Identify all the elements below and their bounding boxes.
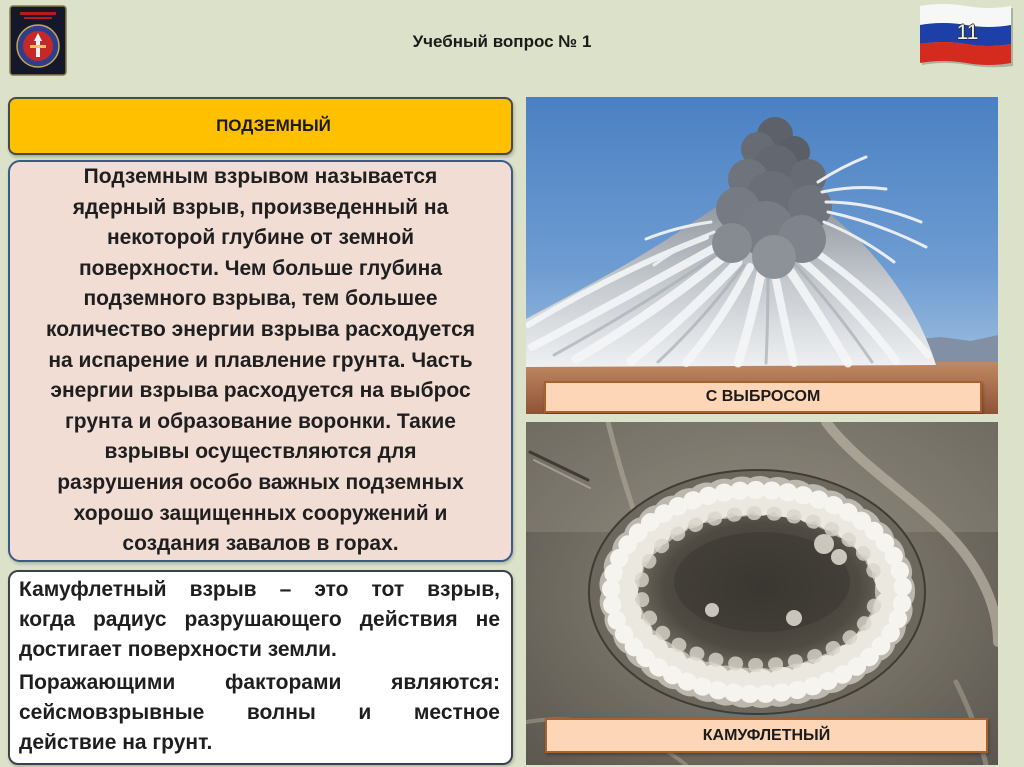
russian-flag-icon — [918, 2, 1013, 68]
definition-line: количество энергии взрыва расходуется — [45, 317, 476, 341]
slide-number: 11 — [956, 21, 979, 44]
definition-line: подземного взрыва, тем большее — [83, 287, 438, 311]
camouflet-line: достигает поверхности земли. — [19, 638, 337, 661]
camouflet-line: когда радиус разрушающего действия не — [19, 608, 500, 631]
definition-line: некоторой глубине от земной — [106, 226, 415, 250]
definition-line: взрывы осуществляются для — [104, 440, 417, 464]
section-heading-label: ПОДЗЕМНЫЙ — [216, 116, 331, 135]
photo-caption-ejection — [544, 381, 982, 413]
camouflet-crater-photo — [526, 422, 998, 765]
definition-line: поверхности. Чем больше глубина — [78, 256, 443, 280]
camouflet-line: действие на грунт. — [19, 731, 213, 754]
camouflet-line: Камуфлетный взрыв – это тот взрыв, — [19, 578, 500, 601]
definition-text-box — [8, 160, 513, 562]
section-heading — [8, 97, 513, 155]
definition-line: на испарение и плавление грунта. Часть — [48, 348, 473, 372]
definition-line: ядерный взрыв, произведенный на — [72, 195, 449, 219]
camouflet-text-box — [8, 570, 513, 765]
ejection-explosion-photo — [526, 97, 998, 414]
photo-caption-camouflet — [545, 718, 988, 753]
definition-line: энергии взрыва расходуется на выброс — [50, 379, 471, 403]
photo-caption-camouflet-label: КАМУФЛЕТНЫЙ — [702, 726, 831, 744]
definition-line: Подземным взрывом называется — [83, 165, 438, 188]
photo-caption-ejection-label: С ВЫБРОСОМ — [705, 388, 821, 405]
definition-line: грунта и образование воронки. Такие — [65, 409, 456, 433]
slide-title: Учебный вопрос № 1 — [412, 32, 592, 51]
camouflet-line: сейсмовзрывные волны и местное — [19, 701, 500, 724]
definition-line: создания завалов в горах. — [122, 532, 399, 556]
definition-line: хорошо защищенных сооружений и — [73, 501, 448, 525]
camouflet-line: Поражающими факторами являются: — [19, 671, 500, 694]
definition-line: разрушения особо важных подземных — [57, 470, 464, 494]
